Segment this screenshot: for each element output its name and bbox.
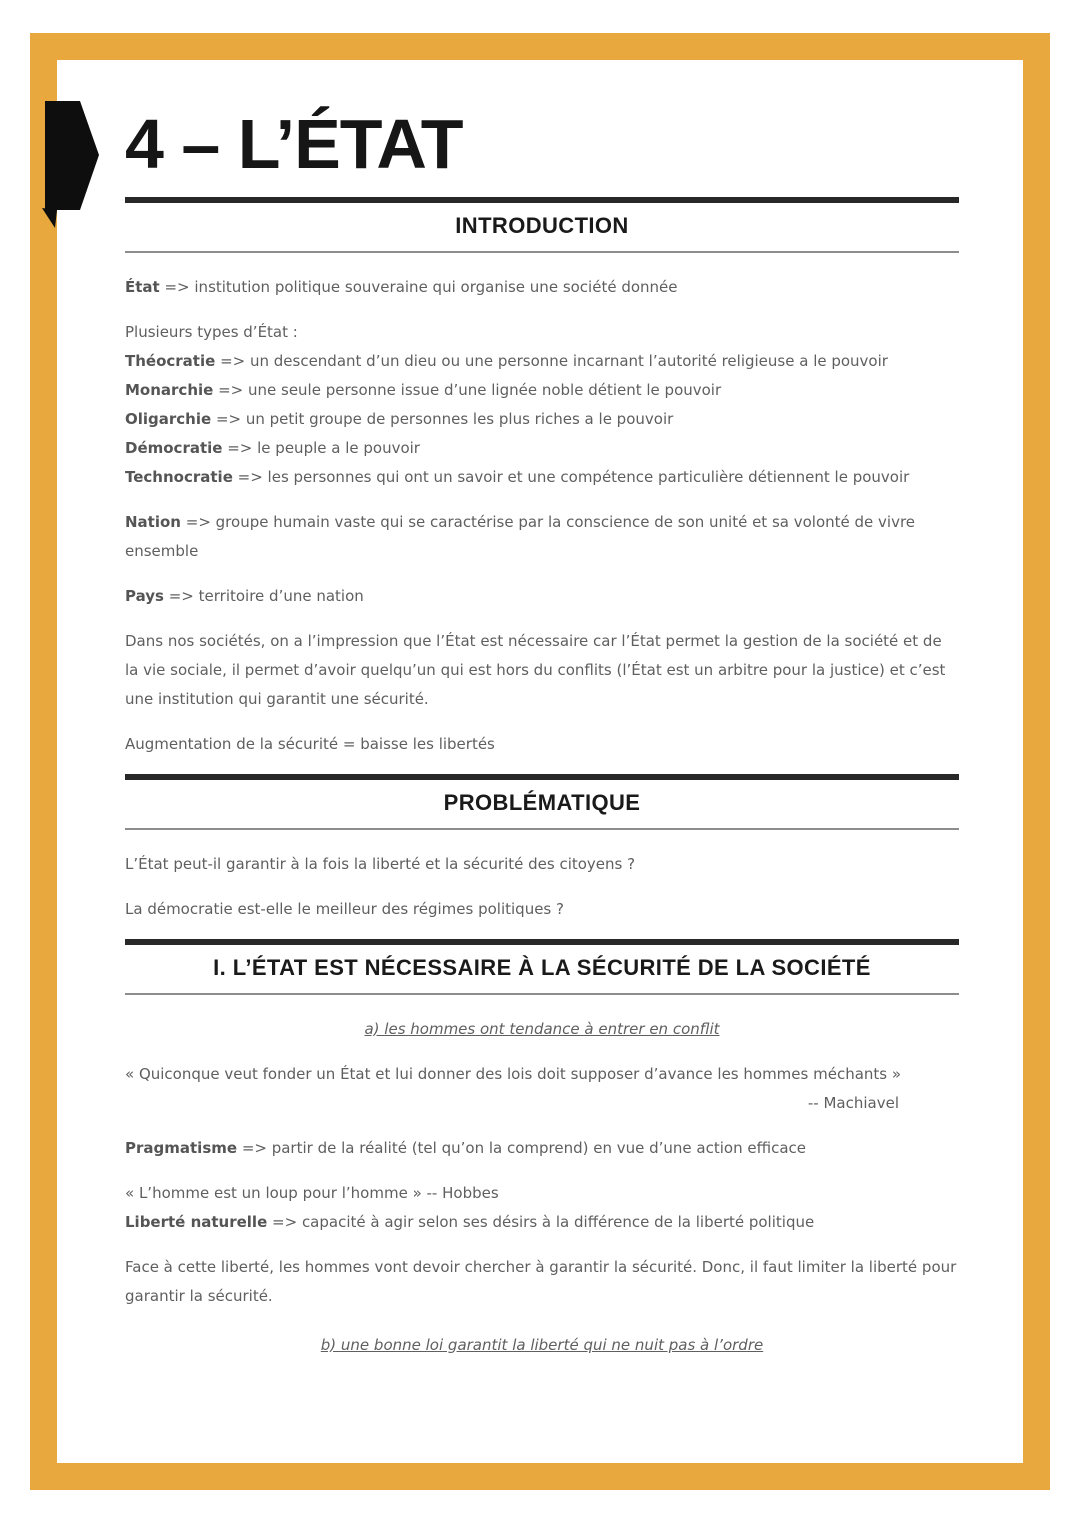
definition-theocratie-text: => un descendant d’un dieu ou une personne incarnant l’autorité religieuse a le pouvoir [215,351,888,370]
term-liberte-naturelle: Liberté naturelle [125,1212,268,1231]
question-liberte-securite: L’État peut-il garantir à la fois la liberté et la sécurité des citoyens ? [125,854,636,873]
list-item-theocratie [125,347,959,376]
paragraph-augmentation-securite: Augmentation de la sécurité = baisse les libertés [125,734,495,753]
definition-liberte-naturelle [125,1208,959,1237]
definition-etat [125,273,959,302]
term-pragmatisme: Pragmatisme [125,1138,238,1157]
subsection-b-heading: b) une bonne loi garantit la liberté qui ne nuit pas à l’ordre [320,1335,764,1354]
definition-nation-text: => groupe humain vaste qui se caractérise par la conscience de son unité et sa volonté de vivre ensemble [125,512,916,560]
list-item-technocratie [125,463,930,492]
list-item-democratie [125,434,959,463]
quote-machiavel-author: -- Machiavel [807,1093,899,1112]
list-item-monarchie [125,376,959,405]
definition-oligarchie-text: => un petit groupe de personnes les plus riches a le pouvoir [211,409,674,428]
term-technocratie: Technocratie [125,467,233,486]
definition-monarchie-text: => une seule personne issue d’une lignée noble détient le pouvoir [213,380,722,399]
hobbes-block [125,1179,959,1237]
page-frame [30,33,1050,1490]
term-democratie: Démocratie [125,438,223,457]
section-problematique [125,774,959,924]
paragraph-face-liberte: Face à cette liberté, les hommes vont devoir chercher à garantir la sécurité. Donc, il faut limiter la liberté pour garantir la sécurité. [125,1257,957,1305]
definition-nation [125,508,959,566]
definition-pragmatisme [125,1134,959,1163]
section-part-1 [125,939,959,1360]
definition-technocratie-text: => les personnes qui ont un savoir et une compétence particulière détiennent le pouvoir [232,467,910,486]
question-democratie: La démocratie est-elle le meilleur des régimes politiques ? [125,899,564,918]
paragraph-societes: Dans nos sociétés, on a l’impression que l’État est nécessaire car l’État permet la gestion de la société et de la vie sociale, il permet d’avoir quelqu’un qui est hors du conflits (l’État est un arbitre pour la justice) et c’est une institution qui garantit une sécurité. [125,631,946,708]
definition-liberte-naturelle-text: => capacité à agir selon ses désirs à la différence de la liberté politique [267,1212,815,1231]
definition-pragmatisme-text: => partir de la réalité (tel qu’on la comprend) en vue d’une action efficace [237,1138,807,1157]
bookmark-ribbon-icon [40,96,104,236]
term-nation: Nation [125,512,181,531]
term-monarchie: Monarchie [125,380,214,399]
subsection-a-heading: a) les hommes ont tendance à entrer en conflit [364,1019,720,1038]
section-heading-introduction: INTRODUCTION [125,197,959,253]
definition-etat-text: => institution politique souveraine qui organise une société donnée [159,277,678,296]
definition-democratie-text: => le peuple a le pouvoir [222,438,420,457]
definition-pays-text: => territoire d’une nation [163,586,364,605]
state-types-list [125,318,959,492]
section-heading-problematique: PROBLÉMATIQUE [125,774,959,830]
page-content [125,60,959,1360]
page-title: 4 – L’ÉTAT [125,105,463,183]
term-theocratie: Théocratie [125,351,216,370]
quote-hobbes: « L’homme est un loup pour l’homme » -- Hobbes [125,1183,499,1202]
state-types-intro: Plusieurs types d’État : [125,322,298,341]
term-oligarchie: Oligarchie [125,409,212,428]
page-sheet [57,60,1023,1463]
section-heading-part-1: I. L’ÉTAT EST NÉCESSAIRE À LA SÉCURITÉ DE LA SOCIÉTÉ [125,939,959,995]
section-introduction [125,197,959,759]
quote-machiavel: « Quiconque veut fonder un État et lui donner des lois doit supposer d’avance les hommes méchants » [125,1064,902,1083]
term-etat: État [125,277,160,296]
definition-pays [125,582,959,611]
term-pays: Pays [125,586,164,605]
list-item-oligarchie [125,405,959,434]
